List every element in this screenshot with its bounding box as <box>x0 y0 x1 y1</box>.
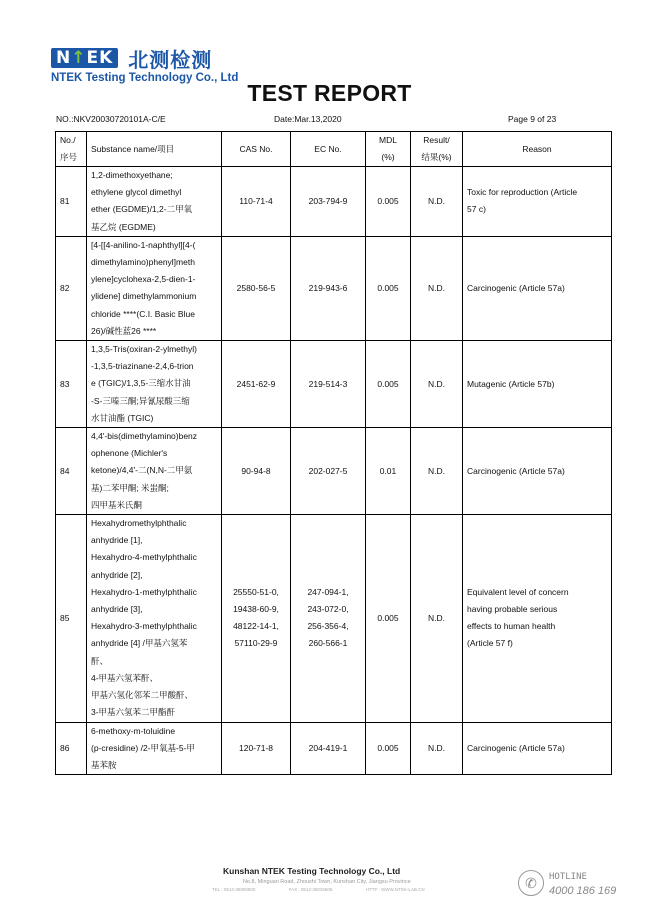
footer-address: No.8, Minguan Road, Zhoushi Town, Kunshan City, Jiangsu Province <box>243 879 411 885</box>
cell-reason <box>463 428 612 515</box>
table-row <box>56 515 612 722</box>
footer-contacts <box>212 887 457 892</box>
column-header-cas: CAS No. <box>222 132 291 167</box>
cell-substance-name <box>87 722 222 775</box>
cell-substance-name-line: anhydride [3], <box>91 604 143 615</box>
cell-no: 82 <box>56 236 87 340</box>
column-header-substance: Substance name/项目 <box>87 132 222 167</box>
cell-substance-name-line: 甲基六氢化邻苯二甲酸酐、 <box>91 690 194 701</box>
cell-reason <box>463 236 612 340</box>
cell-ec-no-line: 204-419-1 <box>308 742 348 753</box>
cell-result: N.D. <box>411 722 463 775</box>
cell-cas-no-line: 110-71-4 <box>239 195 273 206</box>
cell-substance-name-line: 四甲基米氏酮 <box>91 499 143 510</box>
cell-result: N.D. <box>411 167 463 237</box>
cell-cas-no <box>222 428 291 515</box>
table-row <box>56 167 612 237</box>
cell-ec-no <box>291 341 366 428</box>
cell-ec-no-line: 219-514-3 <box>308 378 348 389</box>
cell-cas-no <box>222 722 291 775</box>
cell-reason-line: Toxic for reproduction (Article <box>467 187 578 198</box>
cell-substance-name-line: 酐、 <box>91 655 109 666</box>
column-header-mdl <box>366 132 411 167</box>
cell-substance-name-line: 3-甲基六氢苯二甲酯酐 <box>91 707 176 718</box>
cell-substance-name-line: 26)/碱性蓝26 **** <box>91 325 157 336</box>
cell-mdl: 0.005 <box>366 722 411 775</box>
footer-http: HTTP : WWW.NTEK-LAB.CN <box>365 887 425 892</box>
cell-reason <box>463 515 612 722</box>
cell-no: 81 <box>56 167 87 237</box>
cell-reason <box>463 341 612 428</box>
company-name: NTEK Testing Technology Co., Ltd <box>51 72 239 84</box>
cell-substance-name-line: -1,3,5-triazinane-2,4,6-trion <box>91 361 194 372</box>
cell-mdl: 0.005 <box>366 515 411 722</box>
cell-ec-no-line: 203-794-9 <box>308 195 348 206</box>
company-logo <box>51 47 241 84</box>
cell-substance-name-line: chloride ****(C.I. Basic Blue <box>91 308 195 319</box>
cell-ec-no-line: 219-943-6 <box>308 282 348 293</box>
cell-ec-no <box>291 167 366 237</box>
footer-company: Kunshan NTEK Testing Technology Co., Ltd <box>223 866 401 876</box>
cell-substance-name-line: Hexahydro-4-methylphthalic <box>91 552 197 563</box>
cell-mdl: 0.005 <box>366 341 411 428</box>
cell-substance-name <box>87 167 222 237</box>
cell-substance-name-line: 1,3,5-Tris(oxiran-2-ylmethyl) <box>91 344 197 355</box>
page-title: TEST REPORT <box>247 80 412 106</box>
cell-substance-name-line: 水甘油酯 (TGIC) <box>91 412 154 423</box>
cell-reason <box>463 722 612 775</box>
cell-substance-name-line: anhydride [4] /甲基六氢苯 <box>91 638 188 649</box>
cell-cas-no <box>222 341 291 428</box>
cell-reason-line: having probable serious <box>467 604 558 615</box>
column-header-result-cn: 结果(%) <box>421 152 452 162</box>
cell-reason <box>463 167 612 237</box>
cell-cas-no-line: 48122-14-1, <box>233 621 279 632</box>
cell-cas-no-line: 25550-51-0, <box>233 587 279 598</box>
logo-mark: N↑EK <box>51 48 118 68</box>
cell-substance-name <box>87 515 222 722</box>
cell-reason-line: Mutagenic (Article 57b) <box>467 378 555 389</box>
cell-reason-line: effects to human health <box>467 621 556 632</box>
substance-table <box>55 131 612 775</box>
footer-fax: FAX : 0512-36025506 <box>288 887 333 892</box>
cell-cas-no-line: 57110-29-9 <box>234 638 278 649</box>
cell-substance-name-line: 4,4'-bis(dimethylamino)benz <box>91 431 198 442</box>
cell-substance-name-line: 6-methoxy-m-toluidine <box>91 725 176 736</box>
cell-no: 86 <box>56 722 87 775</box>
cell-substance-name-line: ylene]cyclohexa-2,5-dien-1- <box>91 274 196 285</box>
cell-cas-no-line: 19438-60-9, <box>233 604 279 615</box>
cell-substance-name-line: e (TGIC)/1,3,5-三缩水甘油 <box>91 378 191 389</box>
cell-substance-name-line: anhydride [2], <box>91 569 143 580</box>
hotline-label: HOTLINE <box>549 872 587 882</box>
cell-ec-no <box>291 722 366 775</box>
cell-substance-name <box>87 236 222 340</box>
cell-ec-no-line: 260-566-1 <box>308 638 348 649</box>
cell-substance-name-line: ophenone (Michler's <box>91 448 168 459</box>
cell-ec-no-line: 202-027-5 <box>308 465 348 476</box>
cell-cas-no-line: 90-94-8 <box>241 465 271 476</box>
cell-mdl: 0.01 <box>366 428 411 515</box>
cell-substance-name-line: -S-三嗪三酮;异氰尿酸三缩 <box>91 395 190 406</box>
column-header-no-en: No./ <box>60 135 76 145</box>
table-row <box>56 341 612 428</box>
cell-reason-line: Carcinogenic (Article 57a) <box>467 742 565 753</box>
cell-reason-line: Carcinogenic (Article 57a) <box>467 282 565 293</box>
cell-substance-name-line: ether (EGDME)/1,2-二甲氧 <box>91 204 193 215</box>
cell-substance-name-line: ethylene glycol dimethyl <box>91 187 182 198</box>
cell-reason-line: (Article 57 f) <box>467 638 513 649</box>
column-header-no <box>56 132 87 167</box>
cell-no: 85 <box>56 515 87 722</box>
report-date: Date:Mar.13,2020 <box>274 114 342 124</box>
cell-substance-name-line: Hexahydromethylphthalic <box>91 518 187 529</box>
phone-icon: ✆ <box>518 870 544 896</box>
report-number: NO.:NKV20030720101A-C/E <box>56 114 166 124</box>
cell-ec-no <box>291 236 366 340</box>
cell-substance-name-line: Hexahydro-3-methylphthalic <box>91 621 197 632</box>
cell-cas-no-line: 120-71-8 <box>238 742 274 753</box>
cell-cas-no-line: 2451-62-9 <box>236 378 276 389</box>
cell-mdl: 0.005 <box>366 167 411 237</box>
table-row <box>56 428 612 515</box>
table-row <box>56 722 612 775</box>
column-header-mdl-unit: (%) <box>381 152 395 162</box>
cell-mdl: 0.005 <box>366 236 411 340</box>
page-number: Page 9 of 23 <box>508 114 557 124</box>
table-header-row <box>56 132 612 167</box>
cell-result: N.D. <box>411 341 463 428</box>
cell-cas-no <box>222 236 291 340</box>
column-header-no-cn: 序号 <box>60 152 78 162</box>
footer-tel: TEL : 0512-36900800 <box>212 887 256 892</box>
column-header-ec: EC No. <box>291 132 366 167</box>
cell-substance-name-line: ylidene] dimethylammonium <box>91 291 197 302</box>
column-header-reason: Reason <box>463 132 612 167</box>
cell-substance-name-line: 基)二苯甲酮; 米蚩酮; <box>91 482 169 493</box>
cell-substance-name-line: Hexahydro-1-methylphthalic <box>91 586 197 597</box>
cell-reason-line: Carcinogenic (Article 57a) <box>467 465 565 476</box>
cell-no: 84 <box>56 428 87 515</box>
cell-substance-name <box>87 341 222 428</box>
cell-substance-name-line: 基乙烷 (EGDME) <box>91 221 156 232</box>
column-header-result <box>411 132 463 167</box>
cell-cas-no <box>222 167 291 237</box>
cell-no: 83 <box>56 341 87 428</box>
cell-substance-name-line: [4-[[4-anilino-1-naphthyl][4-( <box>91 239 196 250</box>
cell-cas-no <box>222 515 291 722</box>
cell-ec-no-line: 256-356-4, <box>307 621 349 632</box>
cell-substance-name <box>87 428 222 515</box>
table-row <box>56 236 612 340</box>
cell-ec-no-line: 243-072-0, <box>307 604 349 615</box>
cell-result: N.D. <box>411 236 463 340</box>
hotline-number: 4000 186 169 <box>549 885 617 897</box>
cell-substance-name-line: 基苯胺 <box>91 759 117 770</box>
logo-chinese-name: 北测检测 <box>128 47 213 72</box>
cell-substance-name-line: anhydride [1], <box>91 535 143 546</box>
cell-ec-no <box>291 428 366 515</box>
column-header-result-en: Result/ <box>423 135 450 145</box>
cell-reason-line: Equivalent level of concern <box>467 587 569 598</box>
cell-substance-name-line: 1,2-dimethoxyethane; <box>91 170 173 180</box>
cell-substance-name-line: (p-cresidine) /2-甲氧基-5-甲 <box>91 742 195 753</box>
cell-result: N.D. <box>411 428 463 515</box>
cell-substance-name-line: ketone)/4,4'-二(N,N-二甲氨 <box>91 465 193 476</box>
cell-substance-name-line: 4-甲基六氢苯酐、 <box>91 672 159 683</box>
cell-reason-line: 57 c) <box>467 204 486 215</box>
cell-ec-no-line: 247-094-1, <box>307 587 349 598</box>
column-header-mdl-label: MDL <box>379 135 397 145</box>
cell-cas-no-line: 2580-56-5 <box>236 282 276 293</box>
cell-substance-name-line: dimethylamino)phenyl]meth <box>91 257 195 268</box>
cell-result: N.D. <box>411 515 463 722</box>
cell-ec-no <box>291 515 366 722</box>
